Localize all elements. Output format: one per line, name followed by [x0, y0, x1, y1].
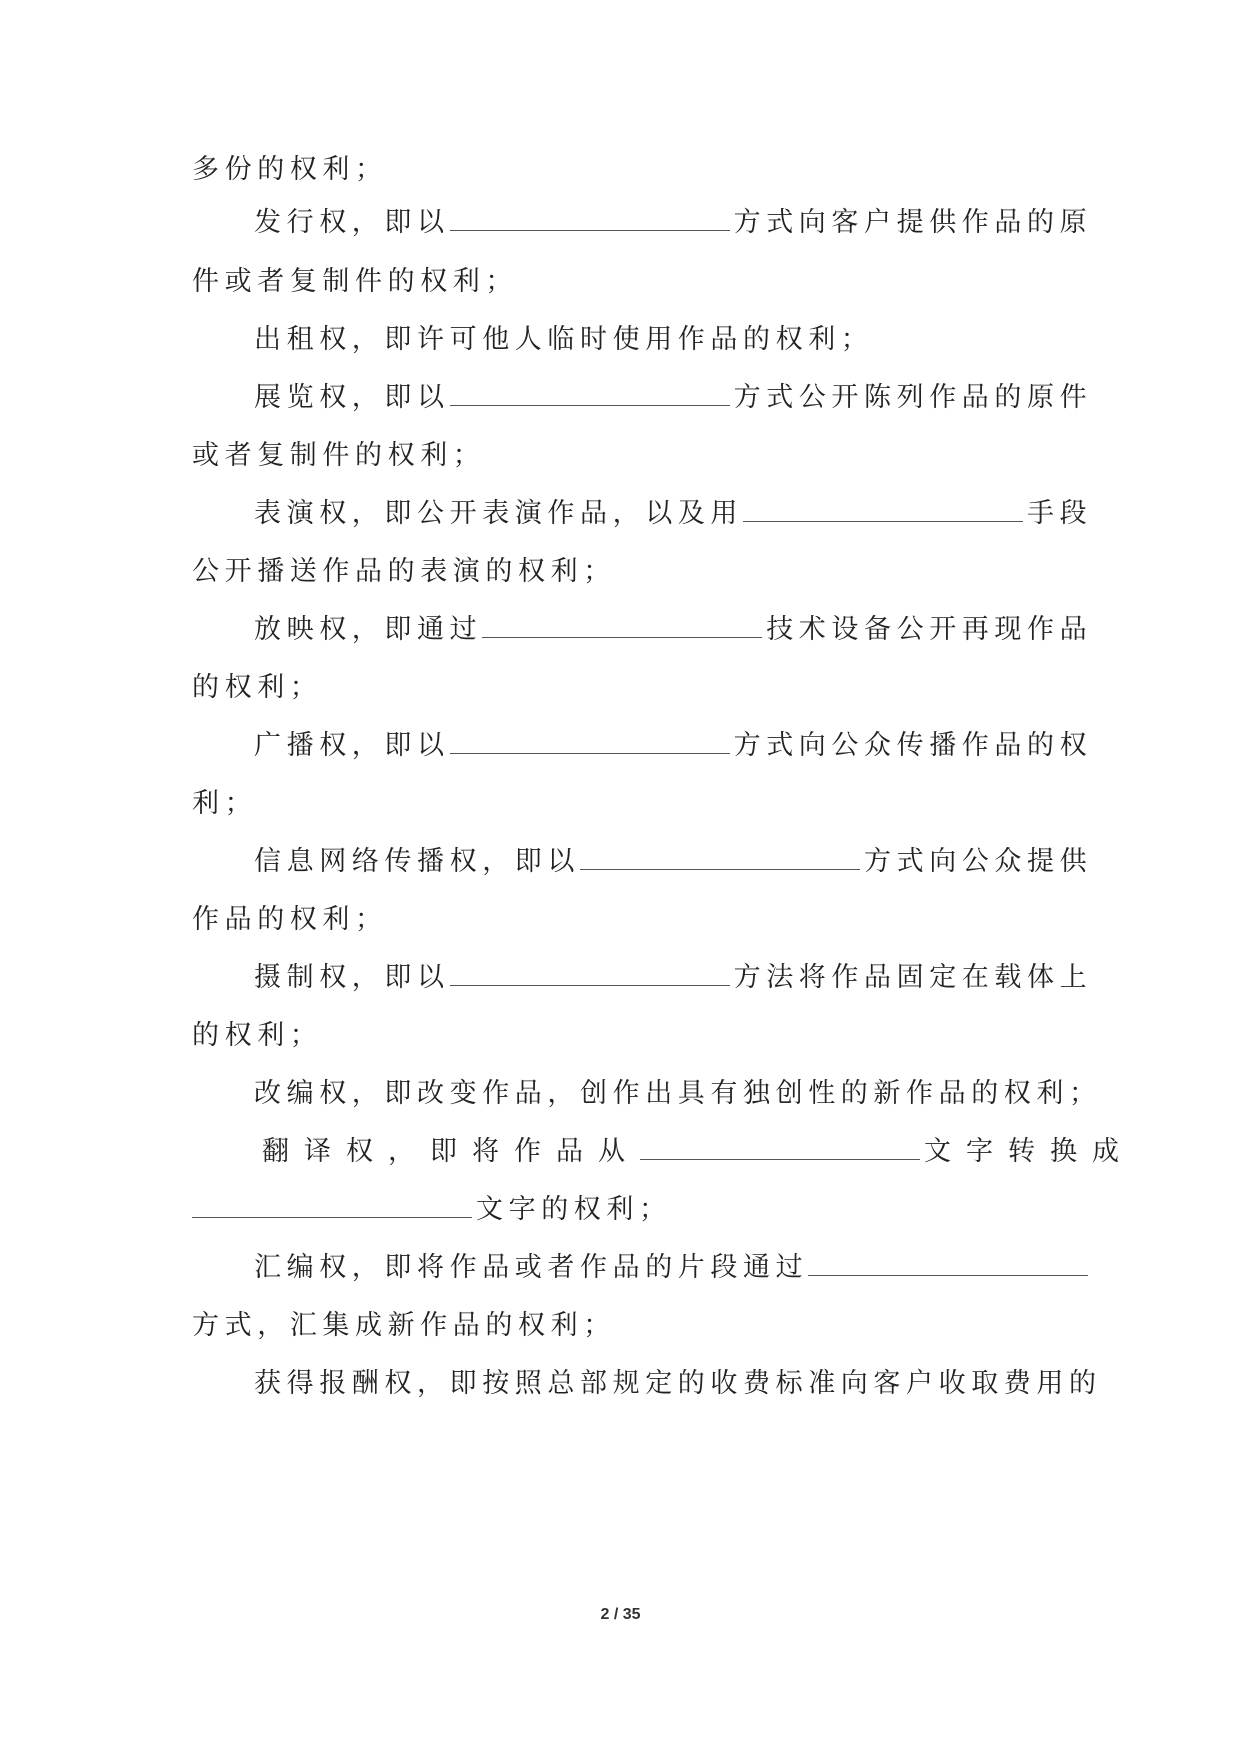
line-text: 出租权，即许可他人临时使用作品的权利；: [254, 324, 874, 355]
text-line: [254, 1248, 1057, 1288]
text-line: [254, 1074, 1102, 1114]
line-text: 手段: [1027, 498, 1093, 529]
line-text: 作品的权利；: [192, 904, 388, 935]
text-line: [254, 378, 1093, 418]
text-line: [192, 552, 1057, 592]
text-line: [254, 494, 1093, 534]
line-text: 方式公开陈列作品的原件: [733, 382, 1093, 413]
line-text: 多份的权利；: [192, 154, 388, 185]
text-line: [192, 262, 1057, 302]
line-text: 技术设备公开再现作品: [766, 614, 1093, 645]
line-text: 表演权，即公开表演作品，以及用: [254, 498, 743, 529]
line-text: 汇编权，即将作品或者作品的片段通过: [254, 1252, 809, 1283]
line-text: 方式向公众传播作品的权: [733, 730, 1093, 761]
text-line: [192, 668, 1057, 708]
fill-in-blank: [450, 204, 730, 231]
line-text: 或者复制件的权利；: [192, 440, 486, 471]
line-text: 展览权，即以: [254, 382, 450, 413]
line-text: 的权利；: [192, 1020, 323, 1051]
text-line: [254, 203, 1093, 243]
text-line: [254, 842, 1093, 882]
line-text: 利；: [192, 788, 258, 819]
line-text: 文字转换成: [924, 1136, 1134, 1167]
text-line: [254, 610, 1093, 650]
page-number: 2 / 35: [600, 1606, 641, 1623]
fill-in-blank: [450, 727, 730, 754]
text-line: [192, 900, 1057, 940]
fill-in-blank: [482, 611, 762, 638]
fill-in-blank: [192, 1191, 472, 1218]
line-text: 摄制权，即以: [254, 962, 450, 993]
text-line: [254, 1364, 1102, 1404]
line-text: 发行权，即以: [254, 207, 450, 238]
text-line: [254, 958, 1093, 998]
fill-in-blank: [580, 843, 860, 870]
fill-in-blank: [808, 1249, 1088, 1276]
text-line: [254, 726, 1093, 766]
line-text: 获得报酬权，即按照总部规定的收费标准向客户收取费用的: [254, 1368, 1102, 1399]
line-text: 改编权，即改变作品，创作出具有独创性的新作品的权利；: [254, 1078, 1102, 1109]
line-text: 放映权，即通过: [254, 614, 483, 645]
text-line: [192, 1306, 1057, 1346]
fill-in-blank: [743, 495, 1023, 522]
text-line: [192, 1016, 1057, 1056]
text-line: [192, 436, 1057, 476]
text-line: [254, 320, 1057, 360]
text-line: [192, 784, 1057, 824]
text-line: [192, 150, 1057, 190]
line-text: 方式向客户提供作品的原: [733, 207, 1093, 238]
fill-in-blank: [450, 379, 730, 406]
line-text: 信息网络传播权，即以: [254, 846, 580, 877]
fill-in-blank: [640, 1133, 920, 1160]
line-text: 件或者复制件的权利；: [192, 266, 518, 297]
line-text: 方式，汇集成新作品的权利；: [192, 1310, 616, 1341]
line-text: 方法将作品固定在载体上: [733, 962, 1093, 993]
text-line: [262, 1132, 1134, 1172]
line-text: 文字的权利；: [476, 1194, 672, 1225]
line-text: 方式向公众提供: [864, 846, 1093, 877]
fill-in-blank: [450, 959, 730, 986]
text-line: [192, 1190, 1057, 1230]
line-text: 翻译权，即将作品从: [262, 1136, 640, 1167]
line-text: 广播权，即以: [254, 730, 450, 761]
line-text: 公开播送作品的表演的权利；: [192, 556, 616, 587]
line-text: 的权利；: [192, 672, 323, 703]
